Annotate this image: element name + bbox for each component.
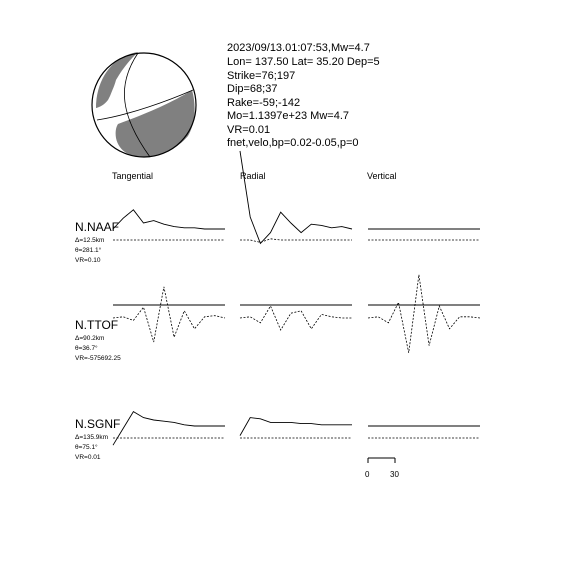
- observed-trace-n-naaf-tangential: [113, 210, 225, 229]
- dip-line: Dip=68;37: [227, 83, 278, 95]
- station-label-naaf: [75, 220, 119, 264]
- column-header-vertical: Vertical: [367, 171, 397, 181]
- station-azimuth: θ=36.7°: [75, 345, 98, 352]
- beachball-compression-quadrant-lower: [116, 90, 195, 157]
- rake-line: Rake=-59;-142: [227, 97, 301, 109]
- beachball-compression-quadrant-left: [96, 62, 120, 108]
- synthetic-trace-n-ttof-radial: [240, 306, 352, 330]
- observed-trace-n-naaf-radial: [240, 151, 352, 243]
- scale-bar-start-label: 0: [365, 470, 370, 479]
- station-distance: Δ=90.2km: [75, 335, 105, 342]
- event-line: 2023/09/13.01:07:53,Mw=4.7: [227, 42, 370, 54]
- station-azimuth: θ=75.1°: [75, 444, 98, 451]
- station-label-ttof: [75, 318, 121, 362]
- filter-line: fnet,velo,bp=0.02-0.05,p=0: [227, 137, 359, 149]
- observed-trace-n-sgnf-radial: [240, 418, 352, 436]
- station-name: N.TTOF: [75, 318, 119, 332]
- observed-trace-n-sgnf-tangential: [113, 412, 225, 446]
- moment-line: Mo=1.1397e+23 Mw=4.7: [227, 110, 350, 122]
- station-name: N.SGNF: [75, 417, 121, 431]
- synthetic-trace-n-ttof-vertical: [368, 275, 480, 353]
- station-distance: Δ=12.5km: [75, 237, 105, 244]
- location-line: Lon= 137.50 Lat= 35.20 Dep=5: [227, 56, 380, 68]
- station-name: N.NAAF: [75, 220, 120, 234]
- station-distance: Δ=135.9km: [75, 434, 109, 441]
- station-azimuth: θ=281.1°: [75, 247, 102, 254]
- event-info: [227, 42, 380, 149]
- vr-line: VR=0.01: [227, 124, 271, 136]
- station-vr: VR=0.01: [75, 454, 101, 461]
- beachball: [92, 52, 196, 157]
- station-label-sgnf: [75, 417, 120, 461]
- station-vr: VR=-575692.25: [75, 355, 121, 362]
- synthetic-trace-n-naaf-radial: [240, 239, 352, 243]
- column-header-radial: Radial: [240, 171, 266, 181]
- strike-line: Strike=76;197: [227, 70, 296, 82]
- station-vr: VR=0.10: [75, 257, 101, 264]
- waveform-panels: [113, 151, 480, 445]
- scale-bar-end-label: 30: [390, 470, 399, 479]
- time-scale-bar: [365, 458, 399, 479]
- column-header-tangential: Tangential: [112, 171, 154, 181]
- scale-bar-line: [368, 458, 395, 463]
- synthetic-trace-n-ttof-tangential: [113, 287, 225, 342]
